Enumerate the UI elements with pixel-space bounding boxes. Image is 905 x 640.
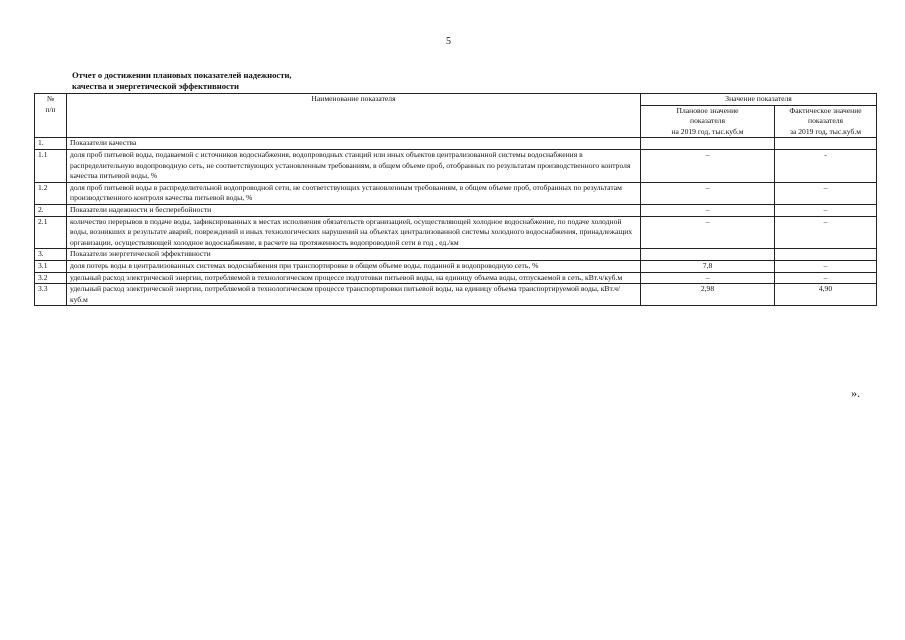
indicator-name: доля потерь воды в централизованных системах водоснабжения при транспортировке в общем объеме воды, поданной в водопроводную сеть, % [67,260,641,272]
actual-value: – [775,272,877,284]
planned-value: – [641,272,775,284]
table-row [35,204,877,216]
table-header-row-1 [35,94,877,106]
indicator-name: доля проб питьевой воды в распределительной водопроводной сети, не соответствующих установленным требованиям, в общем объеме проб, отобранных по результатам производственного контроля качества питьевой воды, % [67,182,641,204]
planned-value: – [641,182,775,204]
indicators-table [34,93,877,306]
row-number: 1. [35,138,67,150]
header-value-group: Значение показателя [641,94,877,106]
indicator-name: Показатели надежности и бесперебойности [67,204,641,216]
row-number: 3.1 [35,260,67,272]
report-title-line-2: качества и энергетической эффективности [72,80,239,91]
planned-value: – [641,149,775,182]
report-title [72,70,292,91]
header-planned: Плановое значение показателя на 2019 год, тыс.куб.м [641,105,775,138]
actual-value: - [775,149,877,182]
planned-value: – [641,216,775,249]
indicator-name: количество перерывов в подаче воды, зафиксированных в местах исполнения обязательств организацией, осуществляющей холодное водоснабжение, по подаче холодной воды, возникших в результате аварий, повреждений и иных технологических нарушений на объектах централизованной системы холодного водоснабжения, принадлежащих организации, осуществляющей холодное водоснабжение, в расчете на протяженность водопроводной сети в год , ед./км [67,216,641,249]
table-row [35,216,877,249]
row-number: 1.1 [35,149,67,182]
planned-value: – [641,204,775,216]
actual-value: – [775,204,877,216]
header-num: № п/п [35,94,67,138]
closing-quote-mark: ». [851,386,860,400]
indicator-name: удельный расход электрической энергии, потребляемой в технологическом процессе транспортировки питьевой воды, на единицу объема транспортируемой воды, кВт.ч/куб.м [67,284,641,306]
table-row [35,182,877,204]
indicator-name: доля проб питьевой воды, подаваемой с источников водоснабжения, водопроводных станций или иных объектов централизованной системы водоснабжения в распределительную водопроводную сеть, не соответствующих установленным требованиям, в общем объеме проб, отобранных по результатам производственного контроля качества питьевой воды, % [67,149,641,182]
row-number: 2. [35,204,67,216]
indicator-name: удельный расход электрической энергии, потребляемой в технологическом процессе подготовки питьевой воды, на единицу объема воды, отпускаемой в сеть, кВт.ч/куб.м [67,272,641,284]
row-number: 3.2 [35,272,67,284]
planned-value: 2,98 [641,284,775,306]
row-number: 3.3 [35,284,67,306]
table-row [35,284,877,306]
indicator-name: Показатели качества [67,138,641,150]
actual-value: – [775,216,877,249]
planned-value [641,138,775,150]
header-name: Наименование показателя [67,94,641,138]
header-actual: Фактическое значение показателя за 2019 год, тыс.куб.м [775,105,877,138]
indicator-name: Показатели энергетической эффективности [67,249,641,261]
planned-value: 7,8 [641,260,775,272]
report-title-line-1: Отчет о достижении плановых показателей надежности, [72,70,292,80]
row-number: 2.1 [35,216,67,249]
table-row [35,260,877,272]
actual-value [775,138,877,150]
table-row [35,272,877,284]
page-number: 5 [446,36,451,47]
actual-value: – [775,182,877,204]
actual-value: 4,90 [775,284,877,306]
row-number: 1.2 [35,182,67,204]
actual-value: – [775,260,877,272]
table-row [35,138,877,150]
row-number: 3. [35,249,67,261]
table-row [35,149,877,182]
table-row [35,249,877,261]
planned-value [641,249,775,261]
actual-value [775,249,877,261]
